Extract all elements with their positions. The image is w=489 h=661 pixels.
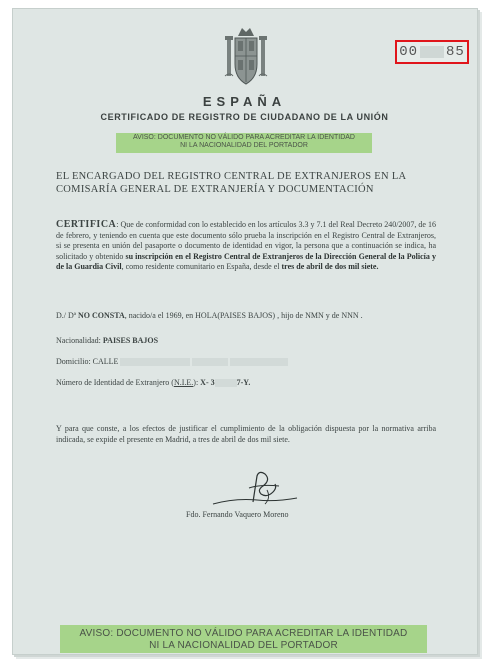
- warning-band-top: [116, 133, 372, 153]
- closing-paragraph: Y para que conste, a los efectos de justificar el cumplimiento de la obligación dispuesta por la normativa arriba indicada, se expide el presente en Madrid, a tres de abril de dos mil siete.: [56, 424, 436, 444]
- country-title: ESPAÑA: [202, 94, 287, 109]
- issuer-heading: [56, 170, 436, 196]
- issuer-heading-line2: COMISARÍA GENERAL DE EXTRANJERÍA Y DOCUMENTACIÓN: [56, 184, 374, 195]
- handwritten-signature: [205, 468, 305, 510]
- body-bold-part1: su inscripción en el Registro Central de Extranjeros de la Dirección General de la Policía y de la Guardia Civil: [56, 251, 436, 271]
- body-bold-part2: tres de abril de dos mil siete.: [281, 262, 379, 271]
- address-redaction-2: [192, 358, 228, 366]
- signatory-name: Fdo. Fernando Vaquero Moreno: [186, 510, 289, 519]
- nie-label-end: ):: [193, 378, 199, 387]
- person-row: [56, 311, 436, 320]
- nationality-value: PAISES BAJOS: [102, 336, 159, 345]
- serial-number-suffix: 85: [446, 44, 465, 60]
- serial-number: [395, 40, 469, 64]
- nationality-label: Nacionalidad:: [56, 336, 101, 345]
- nationality-row: [56, 336, 436, 345]
- certificate-title: CERTIFICADO DE REGISTRO DE CIUDADANO DE LA UNIÓN: [100, 112, 389, 122]
- certification-body: [56, 220, 436, 273]
- warning-top-line2: NI LA NACIONALIDAD DEL PORTADOR: [180, 142, 308, 150]
- address-redaction-1: [120, 358, 190, 366]
- certifica-word: CERTIFICA: [56, 219, 117, 230]
- person-details: , nacido/a el 1969, en HOLA(PAISES BAJOS) , hijo de NMN y de NNN .: [124, 311, 363, 320]
- address-value: CALLE: [92, 357, 119, 366]
- serial-number-prefix: 00: [399, 44, 418, 60]
- warning-bottom-line2: NI LA NACIONALIDAD DEL PORTADOR: [149, 639, 338, 651]
- nie-row: [56, 378, 436, 387]
- person-prefix: D./ Dª: [56, 311, 76, 320]
- address-label: Domicilio:: [56, 357, 91, 366]
- nie-suffix: 7-Y.: [236, 378, 251, 387]
- issuer-heading-line1: EL ENCARGADO DEL REGISTRO CENTRAL DE EXTRANJEROS EN LA: [56, 171, 407, 182]
- warning-bottom-line1: AVISO: DOCUMENTO NO VÁLIDO PARA ACREDITAR LA IDENTIDAD: [79, 628, 408, 639]
- coat-of-arms-icon: [222, 26, 270, 88]
- warning-top-line1: AVISO: DOCUMENTO NO VÁLIDO PARA ACREDITAR LA IDENTIDAD: [133, 134, 355, 141]
- warning-band-bottom: [60, 625, 427, 653]
- body-text-part2: , como residente comunitario en España, desde el: [121, 262, 282, 271]
- nie-abbreviation: N.I.E.: [173, 378, 194, 387]
- address-redaction-3: [230, 358, 288, 366]
- serial-redaction: [420, 46, 444, 58]
- address-row: [56, 357, 436, 366]
- nie-redaction: [215, 379, 237, 387]
- nie-prefix: X- 3: [200, 378, 215, 387]
- person-name: NO CONSTA: [77, 311, 125, 320]
- body-text-part1: : Que de conformidad con lo establecido en los artículos 3.3 y 7.1 del Real Decreto 240/2007, de 16 de febrero, y teniendo en cuenta que este documento sólo prueba la inscripción en el Registro Central de Extranjeros, si se presenta en unión del pasaporte o documento de identidad en vigor, la persona que a continuación se indica, ha solicitado y obtenido: [56, 220, 436, 261]
- nie-label: Número de Identidad de Extranjero (: [56, 378, 174, 387]
